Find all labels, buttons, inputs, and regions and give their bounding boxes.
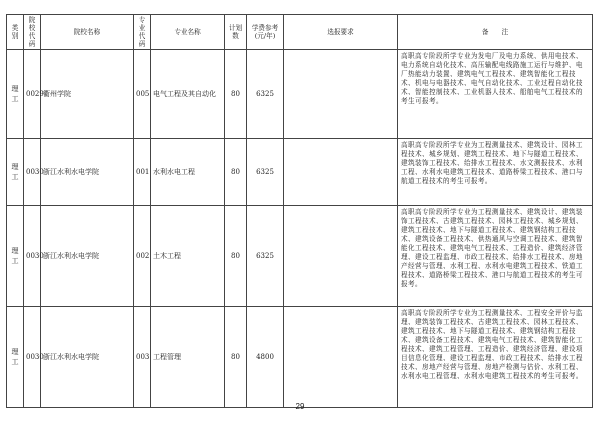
header-major-name: 专业名称 xyxy=(151,15,225,50)
table-row xyxy=(7,139,593,206)
cell-school-name: 浙江水利水电学院 xyxy=(41,307,134,408)
cell-plan: 80 xyxy=(225,50,247,139)
cell-major-code: 002 xyxy=(134,206,151,307)
cell-category: 理工 xyxy=(7,50,24,139)
cell-major-name: 电气工程及其自动化 xyxy=(151,50,225,139)
header-major-code: 专业代码 xyxy=(134,15,151,50)
header-school-name: 院校名称 xyxy=(41,15,134,50)
cell-school-code: 0030 xyxy=(24,206,41,307)
cell-school-code: 0029 xyxy=(24,50,41,139)
cell-tuition: 6325 xyxy=(247,206,284,307)
cell-requirement xyxy=(284,206,398,307)
cell-major-name: 土木工程 xyxy=(151,206,225,307)
page-number: 29 xyxy=(295,402,305,411)
cell-tuition: 6325 xyxy=(247,139,284,206)
cell-school-name: 衢州学院 xyxy=(41,50,134,139)
cell-school-name: 浙江水利水电学院 xyxy=(41,139,134,206)
table-row xyxy=(7,50,593,139)
cell-note: 高职高专阶段所学专业为工程测量技术、建筑设计、建筑装饰工程技术、古建筑工程技术、园林工程技术、城乡规划、建筑工程技术、地下与隧道工程技术、建筑钢结构工程技术、建筑设备工程技术、供热通风与空调工程技术、建筑智能化工程技术、建筑电气工程技术、工程造价、建筑经济管理、建设工程监理、市政工程技术、给排水工程技术、房地产经营与管理、水利工程、水利水电建筑工程技术、铁道工程技术、道路桥梁工程技术、港口与航道工程技术的考生可报考。 xyxy=(398,206,593,307)
header-note: 备 注 xyxy=(398,15,593,50)
cell-major-code: 001 xyxy=(134,139,151,206)
header-category: 类别 xyxy=(7,15,24,50)
cell-requirement xyxy=(284,139,398,206)
cell-note: 高职高专阶段所学专业为发电厂及电力系统、供用电技术、电力系统自动化技术、高压输配电线路施工运行与维护、电厂热能动力装置、建筑电气工程技术、建筑智能化工程技术、机电与电器技术、电气自动化技术、工业过程自动化技术、智能控制技术、工业机器人技术、船舶电气工程技术的考生可报考。 xyxy=(398,50,593,139)
table-header-row xyxy=(7,15,593,50)
cell-requirement xyxy=(284,50,398,139)
cell-school-code: 0030 xyxy=(24,307,41,408)
header-plan: 计划数 xyxy=(225,15,247,50)
cell-plan: 80 xyxy=(225,139,247,206)
cell-school-code: 0030 xyxy=(24,139,41,206)
header-tuition: 学费参考(元/年) xyxy=(247,15,284,50)
cell-category: 理工 xyxy=(7,206,24,307)
table-row xyxy=(7,206,593,307)
cell-category: 理工 xyxy=(7,307,24,408)
cell-major-code: 003 xyxy=(134,307,151,408)
cell-requirement xyxy=(284,307,398,408)
cell-tuition: 6325 xyxy=(247,50,284,139)
cell-plan: 80 xyxy=(225,307,247,408)
table-row xyxy=(7,307,593,408)
cell-note: 高职高专阶段所学专业为工程测量技术、工程安全评价与监理、建筑装饰工程技术、古建筑工程技术、园林工程技术、建筑工程技术、地下与隧道工程技术、建筑钢结构工程技术、建筑设备工程技术、建筑电气工程技术、建筑智能化工程技术、建筑工程管理、工程造价、建筑经济管理、建设项目信息化管理、建设工程监理、市政工程技术、给排水工程技术、房地产经营与管理、房地产检测与估价、水利工程、水利水电工程管理、水利水电建筑工程技术的考生可报考。 xyxy=(398,307,593,408)
cell-major-name: 工程管理 xyxy=(151,307,225,408)
header-requirement: 选报要求 xyxy=(284,15,398,50)
cell-tuition: 4800 xyxy=(247,307,284,408)
cell-note: 高职高专阶段所学专业为工程测量技术、建筑设计、园林工程技术、城乡规划、建筑工程技术、地下与隧道工程技术、建筑装饰工程技术、给排水工程技术、水文测报技术、水利工程、水利水电建筑工程技术、道路桥梁工程技术、港口与航道工程技术的考生可报考。 xyxy=(398,139,593,206)
cell-major-code: 005 xyxy=(134,50,151,139)
cell-school-name: 浙江水利水电学院 xyxy=(41,206,134,307)
cell-major-name: 水利水电工程 xyxy=(151,139,225,206)
header-school-code: 院校代码 xyxy=(24,15,41,50)
cell-category: 理工 xyxy=(7,139,24,206)
admission-plan-table xyxy=(6,14,593,408)
cell-plan: 80 xyxy=(225,206,247,307)
